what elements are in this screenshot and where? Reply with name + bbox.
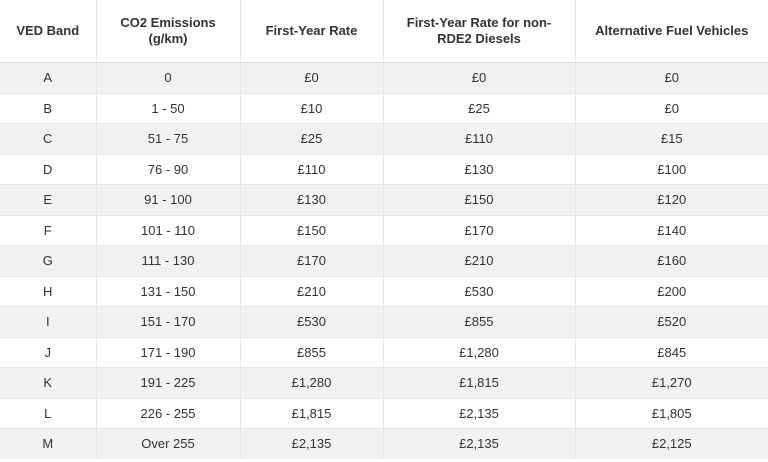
table-row: [0, 246, 768, 277]
cell-ved-band: G: [0, 246, 96, 277]
cell-non-rde2-diesel-rate: £530: [383, 276, 575, 307]
cell-ved-band: L: [0, 398, 96, 429]
table-row: [0, 276, 768, 307]
cell-co2-emissions: 91 - 100: [96, 185, 240, 216]
cell-co2-emissions: 111 - 130: [96, 246, 240, 277]
table-row: [0, 368, 768, 399]
cell-co2-emissions: 171 - 190: [96, 337, 240, 368]
cell-first-year-rate: £130: [240, 185, 383, 216]
cell-alternative-fuel-rate: £520: [575, 307, 768, 338]
cell-first-year-rate: £855: [240, 337, 383, 368]
table-row: [0, 154, 768, 185]
cell-alternative-fuel-rate: £2,125: [575, 429, 768, 459]
cell-alternative-fuel-rate: £140: [575, 215, 768, 246]
table-body: [0, 63, 768, 459]
table-row: [0, 429, 768, 459]
cell-first-year-rate: £0: [240, 63, 383, 94]
cell-ved-band: F: [0, 215, 96, 246]
cell-alternative-fuel-rate: £0: [575, 93, 768, 124]
cell-co2-emissions: 0: [96, 63, 240, 94]
cell-non-rde2-diesel-rate: £855: [383, 307, 575, 338]
cell-first-year-rate: £1,815: [240, 398, 383, 429]
header-row: [0, 0, 768, 63]
cell-first-year-rate: £10: [240, 93, 383, 124]
cell-co2-emissions: 226 - 255: [96, 398, 240, 429]
header-ved-band: VED Band: [0, 0, 96, 63]
cell-non-rde2-diesel-rate: £25: [383, 93, 575, 124]
table-row: [0, 215, 768, 246]
cell-ved-band: A: [0, 63, 96, 94]
cell-non-rde2-diesel-rate: £1,815: [383, 368, 575, 399]
cell-alternative-fuel-rate: £0: [575, 63, 768, 94]
cell-non-rde2-diesel-rate: £150: [383, 185, 575, 216]
table-row: [0, 185, 768, 216]
cell-first-year-rate: £25: [240, 124, 383, 155]
cell-ved-band: H: [0, 276, 96, 307]
cell-non-rde2-diesel-rate: £2,135: [383, 429, 575, 459]
cell-ved-band: I: [0, 307, 96, 338]
cell-first-year-rate: £2,135: [240, 429, 383, 459]
table-row: [0, 93, 768, 124]
cell-non-rde2-diesel-rate: £170: [383, 215, 575, 246]
cell-first-year-rate: £210: [240, 276, 383, 307]
cell-alternative-fuel-rate: £15: [575, 124, 768, 155]
cell-co2-emissions: 151 - 170: [96, 307, 240, 338]
cell-alternative-fuel-rate: £160: [575, 246, 768, 277]
cell-alternative-fuel-rate: £845: [575, 337, 768, 368]
cell-co2-emissions: 101 - 110: [96, 215, 240, 246]
cell-first-year-rate: £170: [240, 246, 383, 277]
cell-ved-band: K: [0, 368, 96, 399]
cell-co2-emissions: Over 255: [96, 429, 240, 459]
cell-alternative-fuel-rate: £100: [575, 154, 768, 185]
cell-co2-emissions: 51 - 75: [96, 124, 240, 155]
cell-ved-band: D: [0, 154, 96, 185]
cell-non-rde2-diesel-rate: £130: [383, 154, 575, 185]
cell-ved-band: C: [0, 124, 96, 155]
header-co2-emissions: CO2 Emissions (g/km): [96, 0, 240, 63]
cell-alternative-fuel-rate: £120: [575, 185, 768, 216]
cell-non-rde2-diesel-rate: £2,135: [383, 398, 575, 429]
cell-first-year-rate: £110: [240, 154, 383, 185]
cell-ved-band: B: [0, 93, 96, 124]
table-row: [0, 307, 768, 338]
header-first-year-rate: First-Year Rate: [240, 0, 383, 63]
table-row: [0, 124, 768, 155]
cell-co2-emissions: 1 - 50: [96, 93, 240, 124]
header-non-rde2-diesel-rate: First-Year Rate for non-RDE2 Diesels: [383, 0, 575, 63]
cell-first-year-rate: £150: [240, 215, 383, 246]
cell-first-year-rate: £530: [240, 307, 383, 338]
header-alternative-fuel-rate: Alternative Fuel Vehicles: [575, 0, 768, 63]
table-row: [0, 398, 768, 429]
table-row: [0, 337, 768, 368]
cell-ved-band: J: [0, 337, 96, 368]
cell-co2-emissions: 76 - 90: [96, 154, 240, 185]
cell-alternative-fuel-rate: £1,805: [575, 398, 768, 429]
cell-co2-emissions: 131 - 150: [96, 276, 240, 307]
cell-ved-band: M: [0, 429, 96, 459]
cell-non-rde2-diesel-rate: £1,280: [383, 337, 575, 368]
cell-non-rde2-diesel-rate: £110: [383, 124, 575, 155]
cell-ved-band: E: [0, 185, 96, 216]
cell-co2-emissions: 191 - 225: [96, 368, 240, 399]
cell-non-rde2-diesel-rate: £0: [383, 63, 575, 94]
cell-non-rde2-diesel-rate: £210: [383, 246, 575, 277]
cell-first-year-rate: £1,280: [240, 368, 383, 399]
table-row: [0, 63, 768, 94]
cell-alternative-fuel-rate: £1,270: [575, 368, 768, 399]
cell-alternative-fuel-rate: £200: [575, 276, 768, 307]
